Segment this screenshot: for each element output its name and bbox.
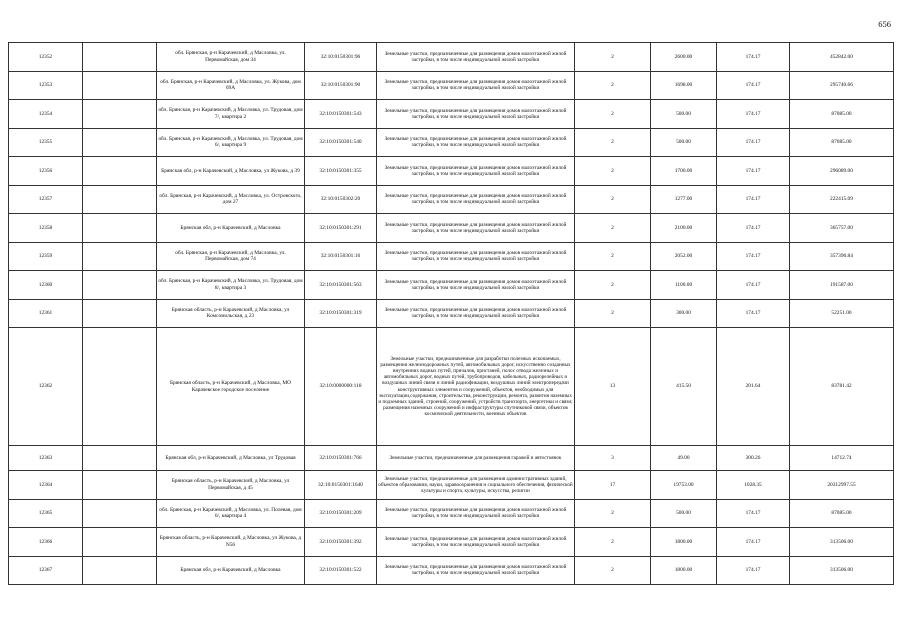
record-number-cell: 12355 <box>9 128 83 157</box>
area-cell: 1100.00 <box>651 271 717 300</box>
record-number-cell: 12361 <box>9 299 83 328</box>
unit-value-cell: 174.17 <box>717 100 790 129</box>
record-number-cell: 12362 <box>9 328 83 446</box>
spacer-cell <box>83 185 157 214</box>
area-cell: 500.00 <box>651 499 717 528</box>
land-use-cell: Земельные участки, предназначенные для разработки полезных ископаемых, размещения железнодорожных путей, автомобильных дорог, искусственно созданных внутренних водных путей, причалов, пристаней, полос отвода железных и автомобильных дорог, водных путей, трубопроводов, кабельных, радиорелейных и воздушных линий связи и линий радиофикации, воздушных линий электропередачи конструктивных элементов и сооружений, объектов, необходимых для эксплуатации,содержания, строительства, реконструкции, ремонта, развития наземных и подземных зданий, строений, сооружений, устройств транспорта, энергетики и связи; размещения наземных сооружений и инфраструктуры спутниковой связи, объектов космической деятельности, военных объектов <box>377 328 575 446</box>
table-row <box>9 528 894 557</box>
spacer-cell <box>83 271 157 300</box>
address-cell: обл. Брянская, р-н Карачевский, д Масловка, ул. Полевая, дом 6/, квартира 4 <box>157 499 305 528</box>
spacer-cell <box>83 299 157 328</box>
use-group-cell: 2 <box>575 71 651 100</box>
table-body <box>9 43 894 585</box>
cadastral-value-cell: 87085.00 <box>790 128 894 157</box>
record-number-cell: 12360 <box>9 271 83 300</box>
cadastral-number-cell: 32:10:0150301:355 <box>305 157 377 186</box>
land-use-cell: Земельные участки, предназначенные для размещения домов малоэтажной жилой застройки, в том числе индивидуальной жилой застройки <box>377 185 575 214</box>
land-use-cell: Земельные участки, предназначенные для размещения домов малоэтажной жилой застройки, в том числе индивидуальной жилой застройки <box>377 214 575 243</box>
unit-value-cell: 1028.35 <box>717 471 790 500</box>
table-row <box>9 214 894 243</box>
unit-value-cell: 174.17 <box>717 157 790 186</box>
land-use-cell: Земельные участки, предназначенные для размещения домов малоэтажной жилой застройки, в том числе индивидуальной жилой застройки <box>377 100 575 129</box>
land-use-cell: Земельные участки, предназначенные для размещения домов малоэтажной жилой застройки, в том числе индивидуальной жилой застройки <box>377 271 575 300</box>
unit-value-cell: 174.17 <box>717 242 790 271</box>
cadastral-number-cell: 32:10:0150301:543 <box>305 100 377 129</box>
table-row <box>9 471 894 500</box>
cadastral-number-cell: 32:10:0000000:118 <box>305 328 377 446</box>
area-cell: 1700.00 <box>651 157 717 186</box>
cadastral-number-cell: 32:10:0150301:522 <box>305 556 377 585</box>
address-cell: обл. Брянская, р-н Карачевский, д Масловка, ул. Островского, дом 27 <box>157 185 305 214</box>
cadastral-value-cell: 87085.00 <box>790 100 894 129</box>
land-use-cell: Земельные участки, предназначенные для размещения домов малоэтажной жилой застройки, в том числе индивидуальной жилой застройки <box>377 556 575 585</box>
use-group-cell: 2 <box>575 128 651 157</box>
area-cell: 1800.00 <box>651 528 717 557</box>
address-cell: обл. Брянская, р-н Карачевский, д Масловка, ул. Трудовая, дом 7/, квартира 2 <box>157 100 305 129</box>
unit-value-cell: 174.17 <box>717 299 790 328</box>
use-group-cell: 17 <box>575 471 651 500</box>
cadastral-value-cell: 14712.74 <box>790 446 894 471</box>
address-cell: Брянская область, р-н Карачевский, д Масловка, ул Жукова, д N56 <box>157 528 305 557</box>
land-use-cell: Земельные участки, предназначенные для размещения домов малоэтажной жилой застройки, в том числе индивидуальной жилой застройки <box>377 528 575 557</box>
record-number-cell: 12354 <box>9 100 83 129</box>
address-cell: Брянская обл, р-н Карачевский, д Масловка, ул Жукова, д 39 <box>157 157 305 186</box>
page-number: 656 <box>878 19 891 29</box>
land-use-cell: Земельные участки, предназначенные для размещения домов малоэтажной жилой застройки, в том числе индивидуальной жилой застройки <box>377 157 575 186</box>
land-use-cell: Земельные участки, предназначенные для размещения домов малоэтажной жилой застройки, в том числе индивидуальной жилой застройки <box>377 71 575 100</box>
area-cell: 300.00 <box>651 299 717 328</box>
address-cell: Брянская обл, р-н Карачевский, д Масловка, ул Трудовая <box>157 446 305 471</box>
spacer-cell <box>83 499 157 528</box>
area-cell: 1277.00 <box>651 185 717 214</box>
use-group-cell: 2 <box>575 157 651 186</box>
cadastral-value-cell: 295740.66 <box>790 71 894 100</box>
record-number-cell: 12352 <box>9 43 83 72</box>
cadastral-value-cell: 83781.42 <box>790 328 894 446</box>
cadastral-value-cell: 87085.00 <box>790 499 894 528</box>
table-row <box>9 128 894 157</box>
area-cell: 2052.00 <box>651 242 717 271</box>
area-cell: 19753.00 <box>651 471 717 500</box>
land-registry-table <box>8 42 894 585</box>
address-cell: обл. Брянская, р-н Карачевский, д Масловка, ул. Первомайская, дом 74 <box>157 242 305 271</box>
area-cell: 415.50 <box>651 328 717 446</box>
table-row <box>9 328 894 446</box>
cadastral-value-cell: 296089.00 <box>790 157 894 186</box>
area-cell: 49.00 <box>651 446 717 471</box>
cadastral-value-cell: 452842.00 <box>790 43 894 72</box>
address-cell: обл. Брянская, р-н Карачевский, д Масловка, ул. Трудовая, дом 8/, квартира 3 <box>157 271 305 300</box>
record-number-cell: 12365 <box>9 499 83 528</box>
unit-value-cell: 300.26 <box>717 446 790 471</box>
use-group-cell: 2 <box>575 299 651 328</box>
unit-value-cell: 174.17 <box>717 43 790 72</box>
table-row <box>9 271 894 300</box>
record-number-cell: 12357 <box>9 185 83 214</box>
record-number-cell: 12353 <box>9 71 83 100</box>
unit-value-cell: 174.17 <box>717 271 790 300</box>
land-use-cell: Земельные участки, предназначенные для размещения домов малоэтажной жилой застройки, в том числе индивидуальной жилой застройки <box>377 242 575 271</box>
spacer-cell <box>83 43 157 72</box>
area-cell: 1800.00 <box>651 556 717 585</box>
record-number-cell: 12359 <box>9 242 83 271</box>
area-cell: 500.00 <box>651 128 717 157</box>
cadastral-value-cell: 191587.00 <box>790 271 894 300</box>
cadastral-value-cell: 20312997.55 <box>790 471 894 500</box>
spacer-cell <box>83 471 157 500</box>
land-use-cell: Земельные участки, предназначенные для размещения домов малоэтажной жилой застройки, в том числе индивидуальной жилой застройки <box>377 499 575 528</box>
cadastral-number-cell: 32:10:0150302:20 <box>305 185 377 214</box>
table-row <box>9 43 894 72</box>
spacer-cell <box>83 214 157 243</box>
land-use-cell: Земельные участки, предназначенные для размещения домов малоэтажной жилой застройки, в том числе индивидуальной жилой застройки <box>377 299 575 328</box>
cadastral-value-cell: 52251.00 <box>790 299 894 328</box>
cadastral-value-cell: 365757.00 <box>790 214 894 243</box>
table-row <box>9 71 894 100</box>
cadastral-number-cell: 32:10:0150301:16 <box>305 242 377 271</box>
use-group-cell: 3 <box>575 446 651 471</box>
table-row <box>9 499 894 528</box>
address-cell: обл. Брянская, р-н Карачевский, д Масловка, ул. Трудовая, дом 6/, квартира 9 <box>157 128 305 157</box>
unit-value-cell: 174.17 <box>717 556 790 585</box>
spacer-cell <box>83 157 157 186</box>
unit-value-cell: 174.17 <box>717 71 790 100</box>
cadastral-number-cell: 32:10:0150301:540 <box>305 128 377 157</box>
spacer-cell <box>83 242 157 271</box>
record-number-cell: 12356 <box>9 157 83 186</box>
use-group-cell: 2 <box>575 271 651 300</box>
cadastral-number-cell: 32:10:0150301:90 <box>305 71 377 100</box>
use-group-cell: 2 <box>575 556 651 585</box>
unit-value-cell: 174.17 <box>717 128 790 157</box>
land-use-cell: Земельные участки, предназначенные для размещения административных зданий, объектов образования, науки, здравоохранения и социального обеспечения, физической культуры и спорта, культуры, искусства, религии <box>377 471 575 500</box>
cadastral-number-cell: 32:10:0150301:1640 <box>305 471 377 500</box>
address-cell: Брянская область, р-н Карачевский, д Масловка, ул Первомайская, д 45 <box>157 471 305 500</box>
unit-value-cell: 174.17 <box>717 528 790 557</box>
table-row <box>9 446 894 471</box>
cadastral-number-cell: 32:10:0150301:209 <box>305 499 377 528</box>
spacer-cell <box>83 446 157 471</box>
spacer-cell <box>83 100 157 129</box>
address-cell: Брянская область, р-н Карачевский, д Масловка, МО Карачевское городское поселение <box>157 328 305 446</box>
use-group-cell: 2 <box>575 100 651 129</box>
record-number-cell: 12366 <box>9 528 83 557</box>
use-group-cell: 2 <box>575 185 651 214</box>
unit-value-cell: 174.17 <box>717 214 790 243</box>
table-row <box>9 100 894 129</box>
address-cell: обл. Брянская, р-н Карачевский, д Масловка, ул. Первомайская, дом 34 <box>157 43 305 72</box>
spacer-cell <box>83 128 157 157</box>
use-group-cell: 2 <box>575 43 651 72</box>
cadastral-number-cell: 32:10:0150301:563 <box>305 271 377 300</box>
address-cell: Брянская обл, р-н Карачевский, д Масловка <box>157 556 305 585</box>
table-row <box>9 556 894 585</box>
spacer-cell <box>83 328 157 446</box>
cadastral-number-cell: 32:10:0150301:392 <box>305 528 377 557</box>
record-number-cell: 12358 <box>9 214 83 243</box>
record-number-cell: 12363 <box>9 446 83 471</box>
cadastral-value-cell: 357396.84 <box>790 242 894 271</box>
land-use-cell: Земельные участки, предназначенные для размещения домов малоэтажной жилой застройки, в том числе индивидуальной жилой застройки <box>377 43 575 72</box>
cadastral-number-cell: 32:10:0150301:96 <box>305 43 377 72</box>
unit-value-cell: 174.17 <box>717 499 790 528</box>
area-cell: 2100.00 <box>651 214 717 243</box>
use-group-cell: 2 <box>575 242 651 271</box>
address-cell: обл. Брянская, р-н Карачевский, д Масловка, ул. Жукова, дом 69А <box>157 71 305 100</box>
cadastral-number-cell: 32:10:0150301:766 <box>305 446 377 471</box>
use-group-cell: 2 <box>575 214 651 243</box>
record-number-cell: 12364 <box>9 471 83 500</box>
unit-value-cell: 201.64 <box>717 328 790 446</box>
cadastral-number-cell: 32:10:0150301:319 <box>305 299 377 328</box>
cadastral-value-cell: 313506.00 <box>790 528 894 557</box>
area-cell: 1698.00 <box>651 71 717 100</box>
area-cell: 2600.00 <box>651 43 717 72</box>
land-use-cell: Земельные участки, предназначенные для размещения гаражей и автостоянок <box>377 446 575 471</box>
address-cell: Брянская обл, р-н Карачевский, д Масловка <box>157 214 305 243</box>
spacer-cell <box>83 556 157 585</box>
use-group-cell: 13 <box>575 328 651 446</box>
record-number-cell: 12367 <box>9 556 83 585</box>
table-row <box>9 157 894 186</box>
table-row <box>9 299 894 328</box>
use-group-cell: 2 <box>575 499 651 528</box>
spacer-cell <box>83 528 157 557</box>
spacer-cell <box>83 71 157 100</box>
unit-value-cell: 174.17 <box>717 185 790 214</box>
area-cell: 500.00 <box>651 100 717 129</box>
table-row <box>9 242 894 271</box>
land-use-cell: Земельные участки, предназначенные для размещения домов малоэтажной жилой застройки, в том числе индивидуальной жилой застройки <box>377 128 575 157</box>
cadastral-number-cell: 32:10:0150301:291 <box>305 214 377 243</box>
table-row <box>9 185 894 214</box>
cadastral-value-cell: 313506.00 <box>790 556 894 585</box>
cadastral-value-cell: 222415.09 <box>790 185 894 214</box>
address-cell: Брянская область, р-н Карачевский, д Масловка, ул Комсомольская, д 23 <box>157 299 305 328</box>
use-group-cell: 2 <box>575 528 651 557</box>
